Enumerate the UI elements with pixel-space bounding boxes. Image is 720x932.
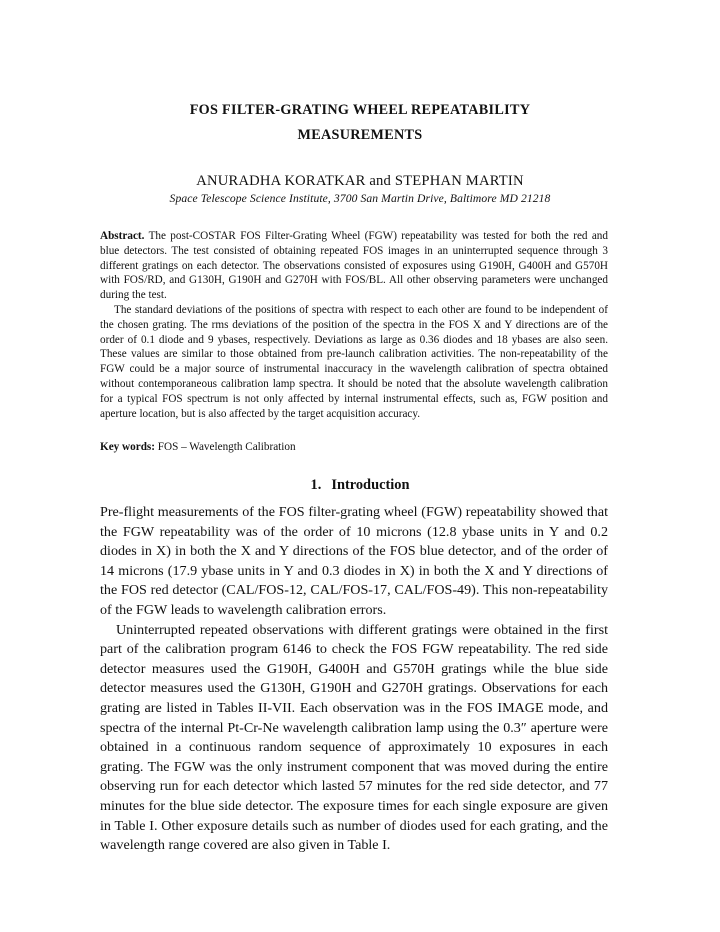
keywords-value: FOS – Wavelength Calibration xyxy=(157,441,296,453)
abstract-paragraph-1 xyxy=(100,229,608,303)
paper-affiliation: Space Telescope Science Institute, 3700 San Martin Drive, Baltimore MD 21218 xyxy=(169,192,551,205)
keywords-line xyxy=(100,440,608,455)
paper-title-line-1: FOS FILTER-GRATING WHEEL REPEATABILITY xyxy=(189,102,531,118)
abstract-paragraph-2: The standard deviations of the positions of spectra with respect to each other are found to be independent of the chosen grating. The rms deviations of the position of the spectra in the FOS X and Y directions are of the order of 0.1 diode and 9 ybases, respectively. Deviations as large as 0.36 diodes and 18 ybases are also seen. These values are similar to those obtained from pre-launch calibration activities. The non-repeatability of the FGW could be a major source of instrumental inaccuracy in the wavelength calibration of spectra obtained without contemporaneous calibration lamp spectra. It should be noted that the absolute wavelength calibration for a typical FOS spectrum is not only affected by internal instrumental effects, such as, FGW position and aperture location, but is also affected by the target acquisition accuracy. xyxy=(100,303,608,420)
paper-title-line-2: MEASUREMENTS xyxy=(297,127,423,143)
section-heading-introduction xyxy=(0,477,720,494)
abstract-section xyxy=(100,229,608,421)
introduction-body xyxy=(100,503,608,856)
section-number: 1. xyxy=(310,477,322,493)
abstract-label: Abstract. xyxy=(100,230,145,242)
introduction-paragraph-1: Pre-flight measurements of the FOS filter-grating wheel (FGW) repeatability showed that the FGW repeatability was of the order of 10 microns (12.8 ybase units in Y and 0.2 diodes in X) in both the X and Y directions of the FOS blue detector, and of the order of 14 microns (17.9 ybase units in Y and 0.3 diodes in X) in both the X and Y directions of the FOS red detector (CAL/FOS-12, CAL/FOS-17, CAL/FOS-49). This non-repeatability of the FGW leads to wavelength calibration errors. xyxy=(100,504,608,618)
introduction-paragraph-2: Uninterrupted repeated observations with different gratings were obtained in the first part of the calibration program 6146 to check the FOS FGW repeatability. The red side detector measures used the G190H, G400H and G570H gratings while the blue side detector measures used the G130H, G190H and G270H gratings. Observations for each grating are listed in Tables II-VII. Each observation was in the FOS IMAGE mode, and spectra of the internal Pt-Cr-Ne wavelength calibration lamp using the 0.3″ aperture were obtained in a continuous random sequence of approximately 10 exposures in each grating. The FGW was the only instrument component that was moved during the entire observing run for each detector which lasted 57 minutes for the red side detector, and 77 minutes for the blue side detector. The exposure times for each single exposure are given in Table I. Other exposure details such as number of diodes used for each grating, and the wavelength range covered are also given in Table I. xyxy=(100,621,608,854)
section-title: Introduction xyxy=(331,477,410,493)
keywords-label: Key words: xyxy=(100,441,155,453)
abstract-paragraph-1-text: The post-COSTAR FOS Filter-Grating Wheel (FGW) repeatability was tested for both the red and blue detectors. The test consisted of obtaining repeated FOS images in an uninterrupted sequence through 3 different gratings on each detector. The observations consisted of exposures using G190H, G400H and G570H with FOS/RD, and G130H, G190H and G270H with FOS/BL. All other observing parameters were unchanged during the test. xyxy=(100,230,608,302)
paper-authors: ANURADHA KORATKAR and STEPHAN MARTIN xyxy=(196,173,524,189)
